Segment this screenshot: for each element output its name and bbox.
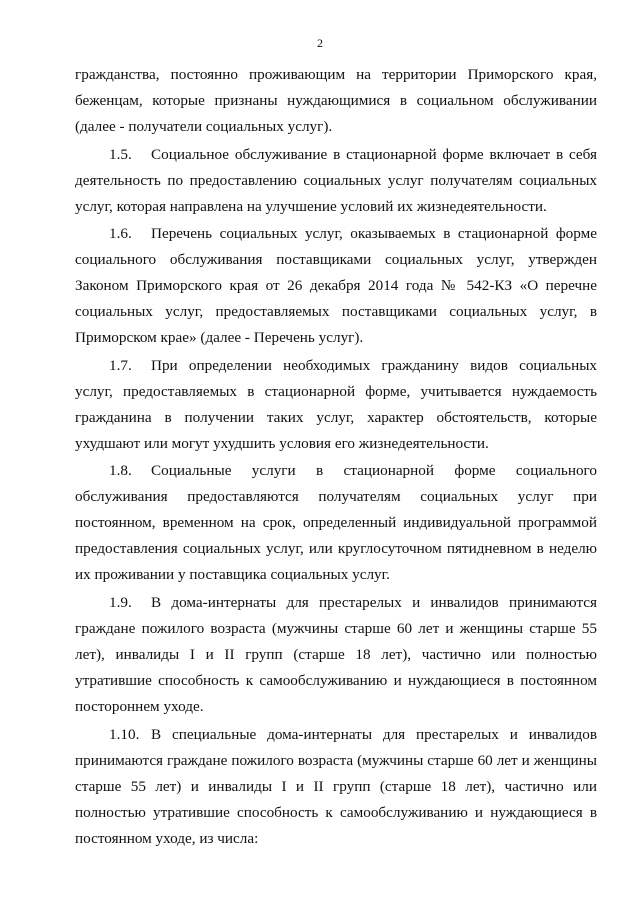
paragraph-continuation xyxy=(75,62,597,140)
paragraph-number: 1.7. xyxy=(109,356,132,374)
paragraph-text: При определении необходимых гражданину видов социальных услуг, предоставляемых в стационарной форме, учитывается нуждаемость гражданина в получении таких услуг, характер обстоятельств, которые ухудшают или могут ухудшить условия его жизнедеятельности. xyxy=(75,356,597,452)
paragraph-1-6 xyxy=(75,221,597,351)
paragraph-1-10 xyxy=(75,722,597,852)
paragraph-text: В специальные дома-интернаты для престарелых и инвалидов принимаются граждане пожилого возраста (мужчины старше 60 лет и женщины старше 55 лет) и инвалиды I и II групп (старше 18 лет), частично или полностью утратившие способность к самообслуживанию и нуждающиеся в постоянном уходе, из числа: xyxy=(75,725,597,847)
paragraph-text: Социальные услуги в стационарной форме социального обслуживания предоставляются получателям социальных услуг при постоянном, временном на срок, определенный индивидуальной программой предоставления социальных услуг, или круглосуточном пятидневном в неделю их проживании у поставщика социальных услуг. xyxy=(75,462,597,584)
paragraph-number: 1.5. xyxy=(109,145,132,163)
paragraph-text: гражданства, постоянно проживающим на территории Приморского края, беженцам, которые признаны нуждающимися в социальном обслуживании (далее - получатели социальных услуг). xyxy=(75,66,597,135)
paragraph-text: Социальное обслуживание в стационарной форме включает в себя деятельность по предоставлению социальных услуг получателям социальных услуг, которая направлена на улучшение условий их жизнедеятельности. xyxy=(75,145,597,215)
paragraph-number: 1.6. xyxy=(109,225,132,243)
paragraph-1-7 xyxy=(75,353,597,457)
paragraph-number: 1.9. xyxy=(109,593,132,611)
paragraph-number: 1.8. xyxy=(109,462,132,480)
paragraph-text: Перечень социальных услуг, оказываемых в стационарной форме социального обслуживания поставщиками социальных услуг, утвержден Законом Приморского края от 26 декабря 2014 года № 542-КЗ «О перечне социальных услуг, предоставляемых поставщиками социальных услуг, в Приморском крае» (далее - Перечень услуг). xyxy=(75,225,597,347)
document-body xyxy=(75,62,597,853)
paragraph-1-5 xyxy=(75,142,597,220)
paragraph-text: В дома-интернаты для престарелых и инвалидов принимаются граждане пожилого возраста (мужчины старше 60 лет и женщины старше 55 лет), инвалиды I и II групп (старше 18 лет), частично или полностью утратившие способность к самообслуживанию и нуждающиеся в постоянном постороннем уходе. xyxy=(75,593,597,715)
paragraph-1-8 xyxy=(75,458,597,588)
paragraph-number: 1.10. xyxy=(109,725,140,743)
paragraph-1-9 xyxy=(75,590,597,720)
page-number: 2 xyxy=(317,36,323,50)
